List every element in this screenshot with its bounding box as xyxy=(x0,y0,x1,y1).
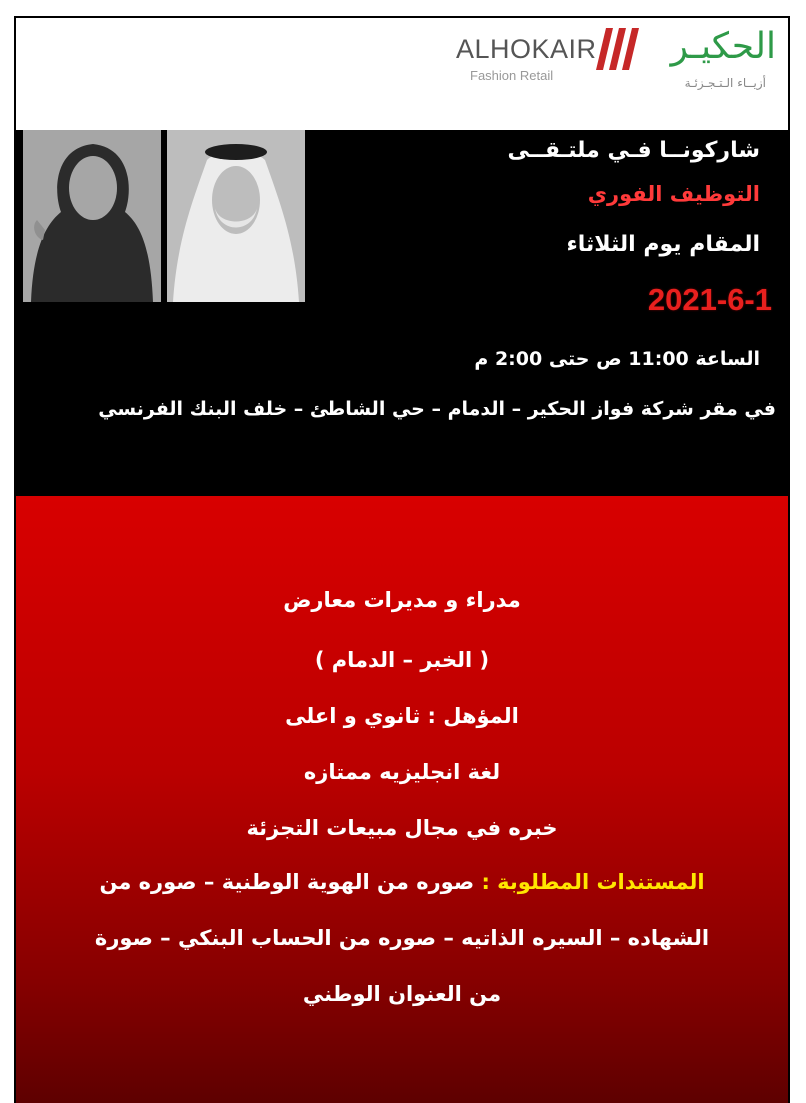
job-language: لغة انجليزيه ممتازه xyxy=(303,760,501,784)
required-documents xyxy=(16,870,788,894)
male-avatar-icon xyxy=(167,130,305,302)
event-location: في مقر شركة فواز الحكير – الدمام – حي الشاطئ – خلف البنك الفرنسي xyxy=(98,398,776,420)
required-documents-line3: من العنوان الوطني xyxy=(302,982,502,1006)
event-time: الساعة 11:00 ص حتى 2:00 م xyxy=(474,348,760,370)
job-experience: خبره في مجال مبيعات التجزئة xyxy=(246,816,558,840)
job-qualification: المؤهل : ثانوي و اعلى xyxy=(285,704,519,728)
logo-brand-en: ALHOKAIR xyxy=(456,34,597,64)
required-documents-line2: الشهاده – السيره الذاتيه – صوره من الحساب البنكي – صورة xyxy=(94,926,710,950)
event-date: 2021-6-1 xyxy=(647,282,772,317)
required-documents-line1: صوره من الهوية الوطنية – صوره من xyxy=(99,870,475,894)
logo-brand-ar: الحكيـر xyxy=(670,26,776,67)
logo-brand-ar-sub: أزيــاء الـتـجـزئـة xyxy=(684,76,766,90)
intro-text: شاركونــا فـي ملتـقــى xyxy=(507,138,760,163)
female-avatar-icon xyxy=(23,130,161,302)
job-cities: ( الخبر – الدمام ) xyxy=(314,648,490,672)
job-position: مدراء و مديرات معارض xyxy=(283,588,521,612)
required-documents-label: المستندات المطلوبة : xyxy=(481,870,705,894)
job-details-section xyxy=(16,496,788,1103)
logo-brand-en-sub: Fashion Retail xyxy=(470,68,554,83)
logo-slashes-icon xyxy=(596,28,640,70)
event-title: التوظيف الفوري xyxy=(587,182,760,206)
event-day: المقام يوم الثلاثاء xyxy=(566,232,760,257)
event-header-section xyxy=(16,130,788,496)
company-logo xyxy=(456,22,776,112)
